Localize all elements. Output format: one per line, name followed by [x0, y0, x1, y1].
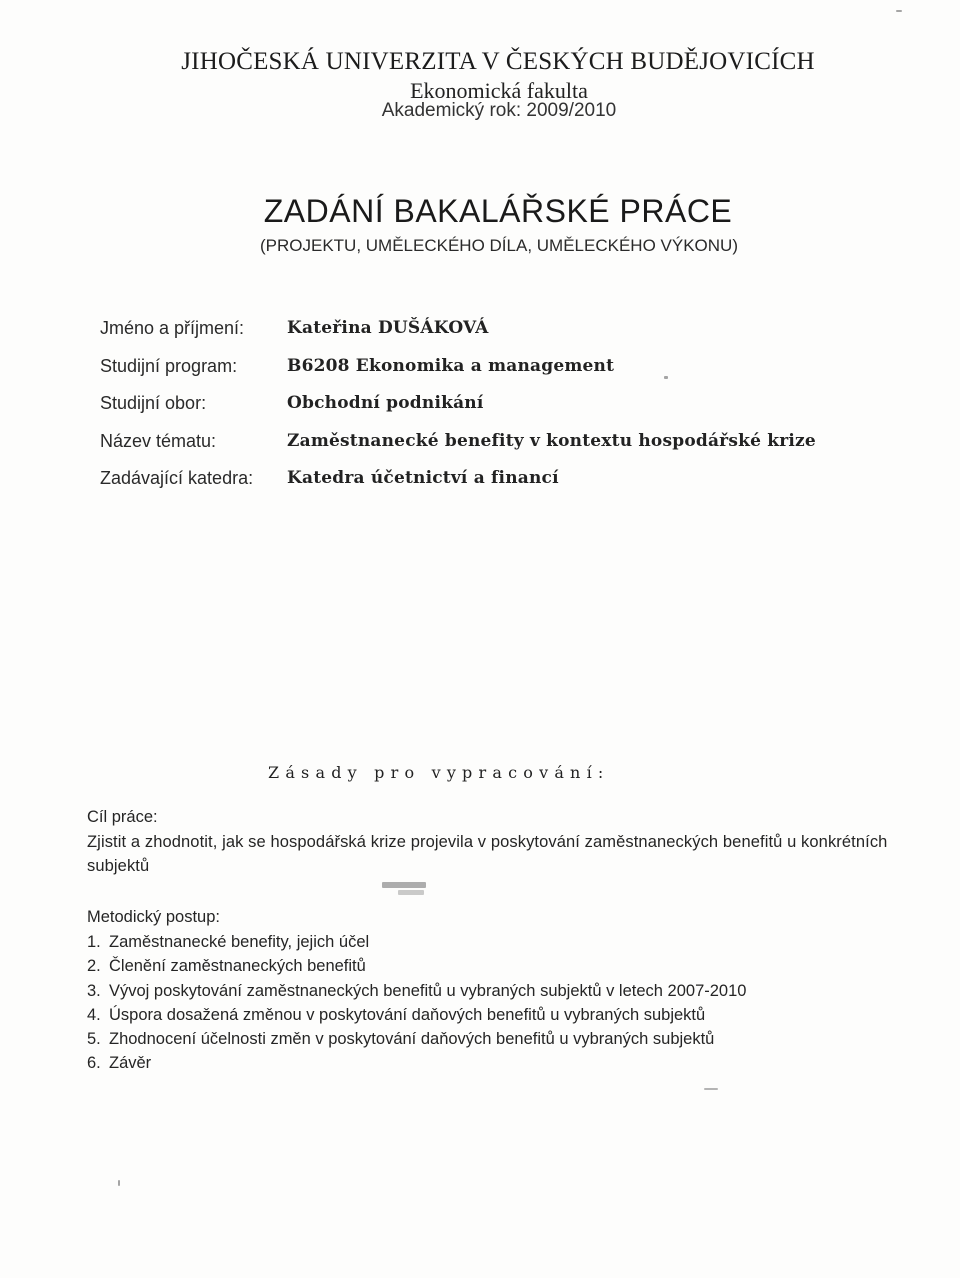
student-info-table [100, 316, 920, 504]
principles-heading: Zásady pro vypracování: [268, 763, 610, 782]
step-number: 2. [87, 957, 101, 976]
scan-speck [398, 890, 424, 895]
step-number: 3. [87, 981, 101, 1000]
info-label: Zadávající katedra: [100, 468, 254, 488]
step-number: 5. [87, 1030, 101, 1049]
list-item [87, 954, 746, 978]
step-number: 6. [87, 1054, 101, 1073]
academic-year-value: 2009/2010 [526, 100, 617, 121]
info-value: B6208 Ekonomika a management [287, 355, 615, 376]
goal-text: Zjistit a zhodnotit, jak se hospodářská krize projevila v poskytování zaměstnaneckých benefitů u konkrétních subjektů [87, 833, 888, 875]
step-text: Zaměstnanecké benefity, jejich účel [109, 933, 370, 951]
step-text: Zhodnocení účelnosti změn v poskytování daňových benefitů u vybraných subjektů [109, 1030, 715, 1049]
method-steps-list [87, 930, 746, 1076]
info-label: Jméno a příjmení: [100, 318, 245, 338]
list-item [87, 1027, 746, 1051]
list-item [87, 930, 746, 954]
list-item [87, 1051, 746, 1075]
info-row-field [100, 391, 920, 429]
info-value: Zaměstnanecké benefity v kontextu hospodářské krize [287, 430, 816, 451]
step-text: Členění zaměstnaneckých benefitů [109, 957, 366, 976]
document-subtitle: (PROJEKTU, UMĚLECKÉHO DÍLA, UMĚLECKÉHO VÝKONU) [260, 236, 738, 255]
step-text: Vývoj poskytování zaměstnaneckých benefitů u vybraných subjektů v letech 2007-2010 [109, 981, 747, 1000]
info-row-name [100, 316, 920, 354]
info-row-program [100, 354, 920, 392]
step-text: Závěr [109, 1054, 152, 1073]
academic-year-label: Akademický rok: [381, 100, 522, 121]
info-value: Obchodní podnikání [287, 393, 484, 413]
info-row-department [100, 466, 920, 504]
scan-speck [382, 882, 426, 888]
scan-speck [896, 10, 902, 12]
scan-speck [118, 1180, 120, 1186]
method-heading: Metodický postup: [87, 908, 220, 926]
step-number: 4. [87, 1005, 101, 1024]
info-row-topic [100, 429, 920, 467]
info-label: Studijní obor: [100, 393, 207, 413]
goal-heading: Cíl práce: [87, 808, 158, 826]
info-value: Katedra účetnictví a financí [287, 468, 559, 488]
info-label: Studijní program: [100, 355, 238, 376]
scan-speck [664, 376, 668, 379]
university-name: JIHOČESKÁ UNIVERZITA V ČESKÝCH BUDĚJOVICÍCH [181, 48, 815, 75]
academic-year [0, 100, 960, 122]
scan-speck [704, 1088, 718, 1090]
list-item [87, 979, 746, 1003]
document-title: ZADÁNÍ BAKALÁŘSKÉ PRÁCE [263, 193, 733, 229]
info-label: Název tématu: [100, 430, 217, 451]
info-value: Kateřina DUŠÁKOVÁ [287, 318, 489, 338]
step-text: Úspora dosažená změnou v poskytování daňových benefitů u vybraných subjektů [109, 1005, 706, 1024]
step-number: 1. [87, 933, 101, 951]
faculty-name: Ekonomická fakulta [410, 78, 588, 103]
list-item [87, 1003, 746, 1027]
